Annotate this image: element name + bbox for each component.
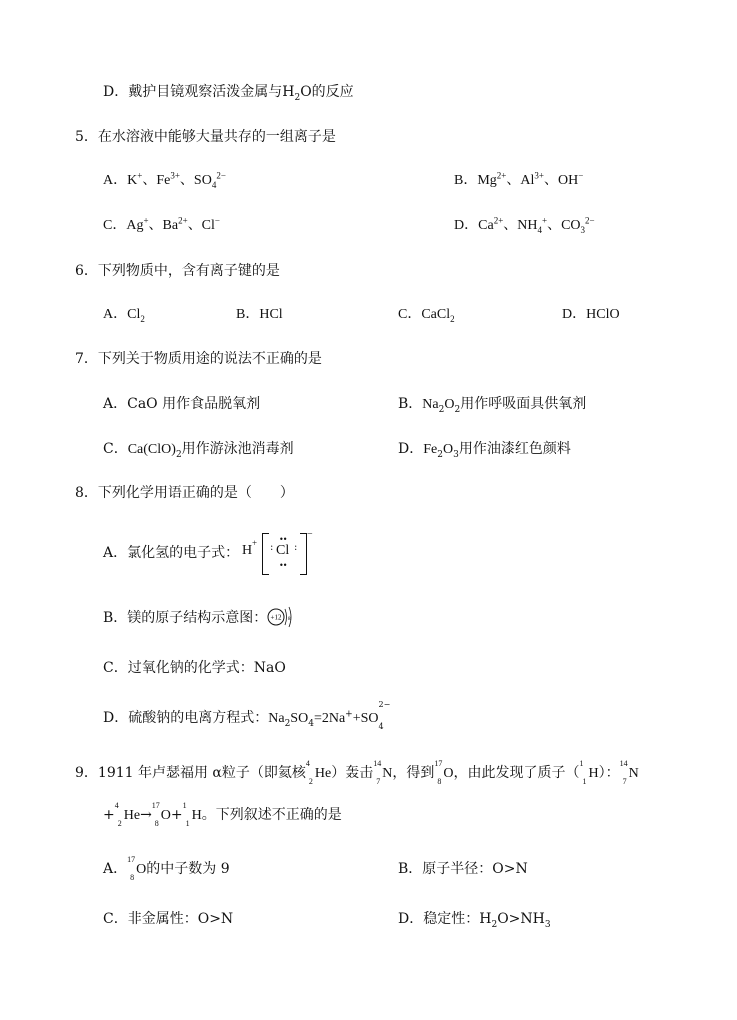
atomic-number: 8 bbox=[154, 819, 159, 828]
option-text: 的中子数为 9 bbox=[146, 861, 230, 877]
formula: =2Na bbox=[313, 711, 346, 726]
formula: Fe bbox=[423, 442, 438, 457]
q7-option-c bbox=[103, 440, 294, 459]
ion: 、SO bbox=[179, 173, 212, 188]
atomic-number: 1 bbox=[582, 777, 587, 786]
formula: +SO bbox=[352, 711, 379, 726]
sulfate-charge bbox=[378, 700, 391, 731]
option-text: 稳定性：H bbox=[423, 911, 492, 927]
stem-text: ）： bbox=[598, 765, 620, 781]
charge: 2+ bbox=[496, 170, 507, 181]
charge: 2+ bbox=[178, 215, 188, 226]
formula: Ca(ClO) bbox=[127, 442, 176, 457]
formula: Cl bbox=[127, 307, 141, 322]
element-symbol: O bbox=[136, 862, 147, 877]
element-symbol: H bbox=[191, 808, 202, 823]
option-text: 非金属性：O>N bbox=[127, 911, 234, 927]
q6-option-a bbox=[103, 306, 145, 324]
electron-pair-right: : bbox=[294, 542, 298, 553]
charge: + bbox=[542, 215, 548, 226]
option-text: 用作游泳池消毒剂 bbox=[181, 441, 294, 457]
subscript: 2 bbox=[450, 313, 455, 324]
stem-text: ）轰击 bbox=[331, 765, 374, 781]
subscript: 2 bbox=[140, 313, 145, 324]
subscript: 2 bbox=[284, 718, 291, 729]
option-label: A． bbox=[103, 861, 128, 877]
ion: 、Ba bbox=[148, 218, 179, 233]
ion: 、Fe bbox=[142, 173, 171, 188]
q9-option-c bbox=[103, 910, 233, 928]
subscript: 2 bbox=[175, 449, 182, 460]
option-label: C． bbox=[103, 441, 128, 457]
charge: 3+ bbox=[534, 170, 544, 181]
q7-stem: 7．下列关于物质用途的说法不正确的是 bbox=[75, 351, 322, 367]
subscript: 2 bbox=[294, 92, 301, 103]
charge: 2− bbox=[585, 215, 595, 226]
subscript: 3 bbox=[544, 919, 551, 930]
formula: HCl bbox=[259, 307, 283, 322]
nuclide-oxygen bbox=[127, 855, 147, 882]
q8-option-b bbox=[103, 609, 267, 627]
mass-number: 14 bbox=[619, 759, 628, 768]
ion: Ca bbox=[478, 218, 494, 233]
ion: 、Al bbox=[506, 173, 535, 188]
ion: Mg bbox=[477, 173, 497, 188]
subscript: 2 bbox=[454, 404, 461, 415]
shell-electron-count: 8 bbox=[288, 617, 291, 622]
q8-option-d bbox=[103, 700, 391, 731]
q7-option-b bbox=[398, 395, 586, 414]
reaction-arrow: → bbox=[140, 807, 152, 823]
formula: O bbox=[444, 397, 455, 412]
q9-stem-line1 bbox=[75, 759, 639, 786]
charge: − bbox=[578, 170, 584, 181]
formula: Na bbox=[268, 711, 285, 726]
nuclide-helium bbox=[114, 801, 141, 828]
q5-option-b bbox=[454, 172, 583, 190]
q9-option-a bbox=[103, 855, 230, 882]
q6-option-d bbox=[562, 306, 620, 324]
electron-pair-top: •• bbox=[279, 535, 287, 544]
option-label: D． bbox=[103, 710, 129, 726]
nuclide-hydrogen bbox=[182, 801, 202, 828]
charge: + bbox=[345, 709, 353, 720]
atomic-number: 2 bbox=[117, 819, 122, 828]
option-text: 戴护目镜观察活泼金属与H bbox=[128, 84, 295, 100]
option-label: D． bbox=[562, 307, 587, 322]
ion: 、CO bbox=[547, 218, 581, 233]
option-label: A． bbox=[103, 307, 128, 322]
right-bracket bbox=[300, 533, 307, 575]
element-symbol: H bbox=[588, 766, 599, 781]
charge: − bbox=[307, 529, 313, 540]
option-text: 镁的原子结构示意图： bbox=[127, 610, 268, 626]
q5-option-d bbox=[454, 217, 595, 235]
mass-number: 4 bbox=[305, 759, 310, 768]
mass-number: 1 bbox=[579, 759, 584, 768]
left-bracket bbox=[262, 533, 269, 575]
formula: Na bbox=[422, 397, 439, 412]
charge: − bbox=[214, 215, 220, 226]
option-text: 用作呼吸面具供氧剂 bbox=[460, 396, 587, 412]
formula: CaCl bbox=[421, 307, 451, 322]
charge: 2− bbox=[378, 700, 391, 709]
electron-pair-left: : bbox=[270, 542, 274, 553]
q8-option-c bbox=[103, 659, 286, 677]
q9-option-b bbox=[398, 860, 528, 878]
option-label: A． bbox=[103, 173, 128, 188]
charge: + bbox=[143, 215, 149, 226]
mass-number: 14 bbox=[373, 759, 382, 768]
option-label: D． bbox=[398, 441, 424, 457]
charge: 2+ bbox=[493, 215, 504, 226]
q4-option-d bbox=[103, 83, 354, 101]
q7-option-d bbox=[398, 440, 571, 459]
element-symbol: O bbox=[160, 808, 171, 823]
subscript: 2 bbox=[491, 919, 498, 930]
option-text: 用作油漆红色颜料 bbox=[458, 441, 571, 457]
ion: Ag bbox=[126, 218, 144, 233]
option-text: 硫酸钠的电离方程式： bbox=[128, 710, 269, 726]
q9-stem-line2 bbox=[103, 801, 342, 828]
element-symbol: N bbox=[382, 766, 393, 781]
atomic-number: 7 bbox=[376, 777, 381, 786]
q7-option-a bbox=[103, 395, 260, 413]
nuclide-oxygen bbox=[434, 759, 454, 786]
option-text: 过氧化钠的化学式：NaO bbox=[127, 660, 286, 676]
element-symbol: O bbox=[443, 766, 454, 781]
option-text-tail: O的反应 bbox=[300, 84, 354, 100]
stem-text: 9．1911 年卢瑟福用 α粒子（即氦核 bbox=[75, 765, 306, 781]
option-text: O>NH bbox=[497, 911, 545, 927]
subscript: 4 bbox=[537, 224, 542, 235]
option-label: B． bbox=[103, 610, 128, 626]
option-label: B． bbox=[454, 173, 478, 188]
option-label: C． bbox=[103, 218, 127, 233]
option-label: B． bbox=[236, 307, 260, 322]
electron-shell-arc bbox=[285, 609, 287, 625]
ion: 、Cl bbox=[187, 218, 215, 233]
element-symbol: N bbox=[628, 766, 639, 781]
mass-number: 17 bbox=[434, 759, 443, 768]
nuclide-oxygen bbox=[151, 801, 171, 828]
nuclide-helium bbox=[305, 759, 332, 786]
charge: + bbox=[137, 170, 143, 181]
plus-sign: + bbox=[170, 807, 183, 823]
option-label: D． bbox=[454, 218, 479, 233]
subscript: 4 bbox=[308, 718, 314, 729]
subscript: 3 bbox=[580, 224, 586, 235]
nuclide-nitrogen bbox=[619, 759, 639, 786]
atomic-number: 2 bbox=[308, 777, 313, 786]
mass-number: 17 bbox=[127, 855, 136, 864]
electron-pair-bottom: •• bbox=[279, 561, 287, 570]
ion: 、NH bbox=[503, 218, 538, 233]
subscript: 2 bbox=[438, 404, 445, 415]
plus-sign: + bbox=[103, 807, 115, 823]
subscript: 4 bbox=[211, 179, 217, 190]
option-label: C． bbox=[103, 911, 128, 927]
hcl-electron-formula bbox=[240, 531, 320, 577]
ion: 、OH bbox=[543, 173, 579, 188]
mass-number: 1 bbox=[182, 801, 187, 810]
formula: HClO bbox=[586, 307, 620, 322]
option-label: C． bbox=[103, 660, 128, 676]
charge: 3+ bbox=[170, 170, 180, 181]
ion: K bbox=[127, 173, 138, 188]
element-symbol: He bbox=[123, 808, 141, 823]
nuclide-nitrogen bbox=[373, 759, 393, 786]
option-label: B． bbox=[398, 861, 423, 877]
q5-option-c bbox=[103, 217, 220, 235]
element-symbol: He bbox=[314, 766, 332, 781]
charge: + bbox=[252, 538, 258, 548]
magnesium-atom-diagram bbox=[264, 602, 294, 632]
option-text: CaO 用作食品脱氧剂 bbox=[127, 396, 261, 412]
mass-number: 4 bbox=[114, 801, 119, 810]
option-label: A． bbox=[103, 545, 128, 561]
q6-option-b bbox=[236, 306, 283, 324]
hydrogen-symbol: H bbox=[242, 543, 253, 558]
chlorine-symbol: Cl bbox=[276, 543, 290, 558]
option-label: D． bbox=[398, 911, 424, 927]
stem-text: 。下列叙述不正确的是 bbox=[201, 807, 342, 823]
subscript: 4 bbox=[378, 722, 384, 731]
q5-stem: 5．在水溶液中能够大量共存的一组离子是 bbox=[75, 129, 336, 145]
stem-text: ，得到 bbox=[392, 765, 435, 781]
nuclide-hydrogen bbox=[579, 759, 599, 786]
option-label: C． bbox=[398, 307, 422, 322]
formula: O bbox=[442, 442, 454, 457]
atomic-number: 8 bbox=[437, 777, 442, 786]
option-label: D． bbox=[103, 84, 129, 100]
formula: SO bbox=[290, 711, 309, 726]
q5-option-a bbox=[103, 172, 226, 190]
subscript: 3 bbox=[453, 449, 459, 460]
option-text: 氯化氢的电子式： bbox=[127, 545, 240, 561]
q6-option-c bbox=[398, 306, 455, 324]
atomic-number: 8 bbox=[130, 873, 135, 882]
q6-stem: 6．下列物质中，含有离子键的是 bbox=[75, 263, 280, 279]
option-label: A． bbox=[103, 396, 128, 412]
q8-option-a bbox=[103, 544, 239, 562]
mass-number: 17 bbox=[151, 801, 160, 810]
option-text: 原子半径：O>N bbox=[422, 861, 528, 877]
stem-text: ，由此发现了质子（ bbox=[453, 765, 580, 781]
option-label: B． bbox=[398, 396, 423, 412]
charge: 2− bbox=[216, 170, 226, 181]
atomic-number: 1 bbox=[185, 819, 190, 828]
q8-stem: 8．下列化学用语正确的是（ ） bbox=[75, 485, 294, 501]
nucleus-label: +12 bbox=[270, 613, 282, 622]
subscript: 2 bbox=[437, 449, 443, 460]
atomic-number: 7 bbox=[622, 777, 627, 786]
q9-option-d bbox=[398, 910, 551, 928]
